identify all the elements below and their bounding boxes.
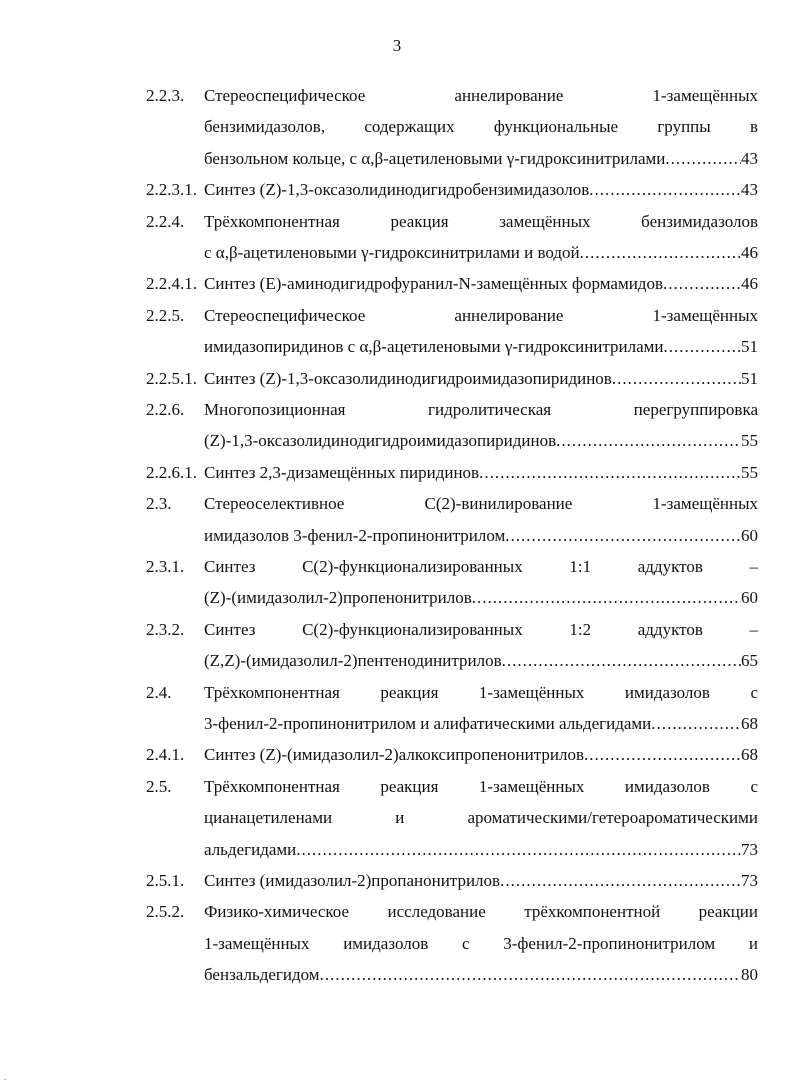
toc-line — [146, 114, 758, 140]
toc-line — [146, 931, 758, 957]
toc-entry-text: (Z)-1,3-оксазолидинодигидроимидазопиридинов — [204, 431, 557, 450]
toc-page-number: 55 — [741, 431, 758, 450]
toc-line — [146, 460, 758, 486]
toc-entry-number: 2.4. — [146, 683, 172, 702]
toc-entry-number: 2.4.1. — [146, 745, 185, 764]
toc-entry-leader-line — [204, 460, 758, 486]
toc-line — [146, 617, 758, 643]
toc-line — [146, 366, 758, 392]
dot-leader — [556, 428, 741, 454]
toc-line — [146, 711, 758, 737]
toc-entry-leader-line — [204, 334, 758, 360]
toc-page-number: 46 — [741, 243, 758, 262]
toc-line — [146, 868, 758, 894]
toc-line — [146, 962, 758, 988]
toc-line — [146, 83, 758, 109]
toc-line — [146, 271, 758, 297]
toc-entry-number: 2.3.2. — [146, 620, 185, 639]
toc-entry-text: Синтез (Z)-1,3-оксазолидинодигидробензимидазолов — [204, 180, 590, 199]
toc-entry-text: Трёхкомпонентная реакция 1-замещённых имидазолов с — [204, 683, 758, 702]
toc-entry-text: Стереоспецифическое аннелирование 1-замещённых — [204, 86, 758, 105]
toc-entry-text: Синтез C(2)-функционализированных 1:1 аддуктов – — [204, 557, 758, 576]
toc-entry-text: с α,β-ацетиленовыми γ-гидроксинитрилами и водой — [204, 243, 580, 262]
dot-leader — [500, 868, 741, 894]
toc-entry-leader-line — [204, 742, 758, 768]
toc-page-number: 51 — [741, 337, 758, 356]
toc-line — [146, 209, 758, 235]
toc-line — [146, 146, 758, 172]
toc-entry-number: 2.5.2. — [146, 902, 185, 921]
dot-leader — [505, 523, 741, 549]
toc-entry-number: 2.2.6.1. — [146, 463, 197, 482]
toc-line — [146, 303, 758, 329]
toc-page-number: 68 — [741, 714, 758, 733]
toc-line — [146, 585, 758, 611]
toc-entry-number: 2.2.4. — [146, 212, 185, 231]
toc-entry-number: 2.3. — [146, 494, 172, 513]
toc-page-number: 73 — [741, 871, 758, 890]
toc-entry-number: 2.3.1. — [146, 557, 185, 576]
dot-leader — [296, 837, 741, 863]
toc-entry-leader-line — [204, 868, 758, 894]
dot-leader — [320, 962, 741, 988]
toc-entry-leader-line — [204, 711, 758, 737]
toc-entry-number: 2.2.5.1. — [146, 369, 197, 388]
dot-leader — [580, 240, 741, 266]
toc-entry-text: цианацетиленами и ароматическими/гетероароматическими — [204, 808, 758, 827]
toc-entry-text: бензольном кольце, с α,β-ацетиленовыми γ-гидроксинитрилами — [204, 149, 666, 168]
toc-entry-text: Физико-химическое исследование трёхкомпонентной реакции — [204, 902, 758, 921]
toc-entry-text: (Z,Z)-(имидазолил-2)пентенодинитрилов — [204, 651, 502, 670]
toc-entry-leader-line — [204, 366, 758, 392]
toc-entry-leader-line — [204, 523, 758, 549]
toc-entry-text: Многопозиционная гидролитическая перегруппировка — [204, 400, 758, 419]
toc-entry-leader-line — [204, 962, 758, 988]
dot-leader — [664, 334, 741, 360]
toc-entry-text: 1-замещённых имидазолов с 3-фенил-2-пропинонитрилом и — [204, 934, 758, 953]
toc-line — [146, 491, 758, 517]
toc-page-number: 43 — [741, 180, 758, 199]
dot-leader — [589, 177, 741, 203]
toc-entry-text: альдегидами — [204, 840, 297, 859]
toc-line — [146, 428, 758, 454]
toc-entry-text: 3-фенил-2-пропинонитрилом и алифатическими альдегидами — [204, 714, 652, 733]
toc-entry-text: Синтез (E)-аминодигидрофуранил-N-замещённых формамидов — [204, 274, 663, 293]
toc-entry-number: 2.2.3.1. — [146, 180, 197, 199]
dot-leader — [665, 146, 741, 172]
toc-page-number: 80 — [741, 965, 758, 984]
toc-page-number: 60 — [741, 588, 758, 607]
toc-entry-number: 2.2.4.1. — [146, 274, 197, 293]
toc-page-number: 55 — [741, 463, 758, 482]
toc-line — [146, 240, 758, 266]
toc-entry-text: Синтез (Z)-1,3-оксазолидинодигидроимидазопиридинов — [204, 369, 612, 388]
toc-entry-leader-line — [204, 428, 758, 454]
toc-line — [146, 805, 758, 831]
toc-entry-text: бензимидазолов, содержащих функциональные группы в — [204, 117, 758, 136]
dot-leader — [584, 742, 741, 768]
toc-line — [146, 523, 758, 549]
toc-entry-leader-line — [204, 177, 758, 203]
toc-entry-number: 2.5. — [146, 777, 172, 796]
toc-entry-text: Трёхкомпонентная реакция 1-замещённых имидазолов с — [204, 777, 758, 796]
toc-entry-text: (Z)-(имидазолил-2)пропенонитрилов — [204, 588, 472, 607]
toc-entry-leader-line — [204, 837, 758, 863]
toc-entry-leader-line — [204, 240, 758, 266]
toc-entry-text: Трёхкомпонентная реакция замещённых бензимидазолов — [204, 212, 758, 231]
toc-line — [146, 334, 758, 360]
toc-line — [146, 742, 758, 768]
dot-leader — [663, 271, 741, 297]
toc-line — [146, 554, 758, 580]
toc-entry-text: Стереоспецифическое аннелирование 1-замещённых — [204, 306, 758, 325]
toc-entry-leader-line — [204, 146, 758, 172]
toc-line — [146, 397, 758, 423]
toc-page-number: 51 — [741, 369, 758, 388]
toc-page-number: 43 — [741, 149, 758, 168]
toc-entry-number: 2.2.5. — [146, 306, 185, 325]
toc-line — [146, 680, 758, 706]
toc-entry-text: Синтез (имидазолил-2)пропанонитрилов — [204, 871, 501, 890]
toc-line — [146, 899, 758, 925]
toc-entry-number: 2.2.3. — [146, 86, 185, 105]
toc-page-number: 68 — [741, 745, 758, 764]
toc-entry-text: имидазолов 3-фенил-2-пропинонитрилом — [204, 526, 506, 545]
toc-entry-leader-line — [204, 585, 758, 611]
toc-line — [146, 774, 758, 800]
toc-page-number: 65 — [741, 651, 758, 670]
toc-page-number: 46 — [741, 274, 758, 293]
toc-line — [146, 837, 758, 863]
toc-entry-text: имидазопиридинов с α,β-ацетиленовыми γ-гидроксинитрилами — [204, 337, 664, 356]
toc-entry-text: Синтез C(2)-функционализированных 1:2 аддуктов – — [204, 620, 758, 639]
toc-page-number: 60 — [741, 526, 758, 545]
dot-leader — [651, 711, 741, 737]
toc-entry-text: бензальдегидом — [204, 965, 320, 984]
dot-leader — [479, 460, 741, 486]
toc-entry-leader-line — [204, 271, 758, 297]
dot-leader — [472, 585, 741, 611]
toc-entry-number: 2.2.6. — [146, 400, 185, 419]
page-number: 3 — [392, 36, 402, 55]
toc-page-number: 73 — [741, 840, 758, 859]
toc-line — [146, 648, 758, 674]
toc-entry-text: Синтез (Z)-(имидазолил-2)алкоксипропенонитрилов — [204, 745, 584, 764]
scan-mark: . — [4, 1072, 7, 1082]
toc-entry-number: 2.5.1. — [146, 871, 185, 890]
toc-entry-text: Стереоселективное C(2)-винилирование 1-замещённых — [204, 494, 758, 513]
toc-line — [146, 177, 758, 203]
dot-leader — [502, 648, 741, 674]
dot-leader — [612, 366, 741, 392]
toc-entry-text: Синтез 2,3-дизамещённых пиридинов — [204, 463, 480, 482]
toc-entry-leader-line — [204, 648, 758, 674]
